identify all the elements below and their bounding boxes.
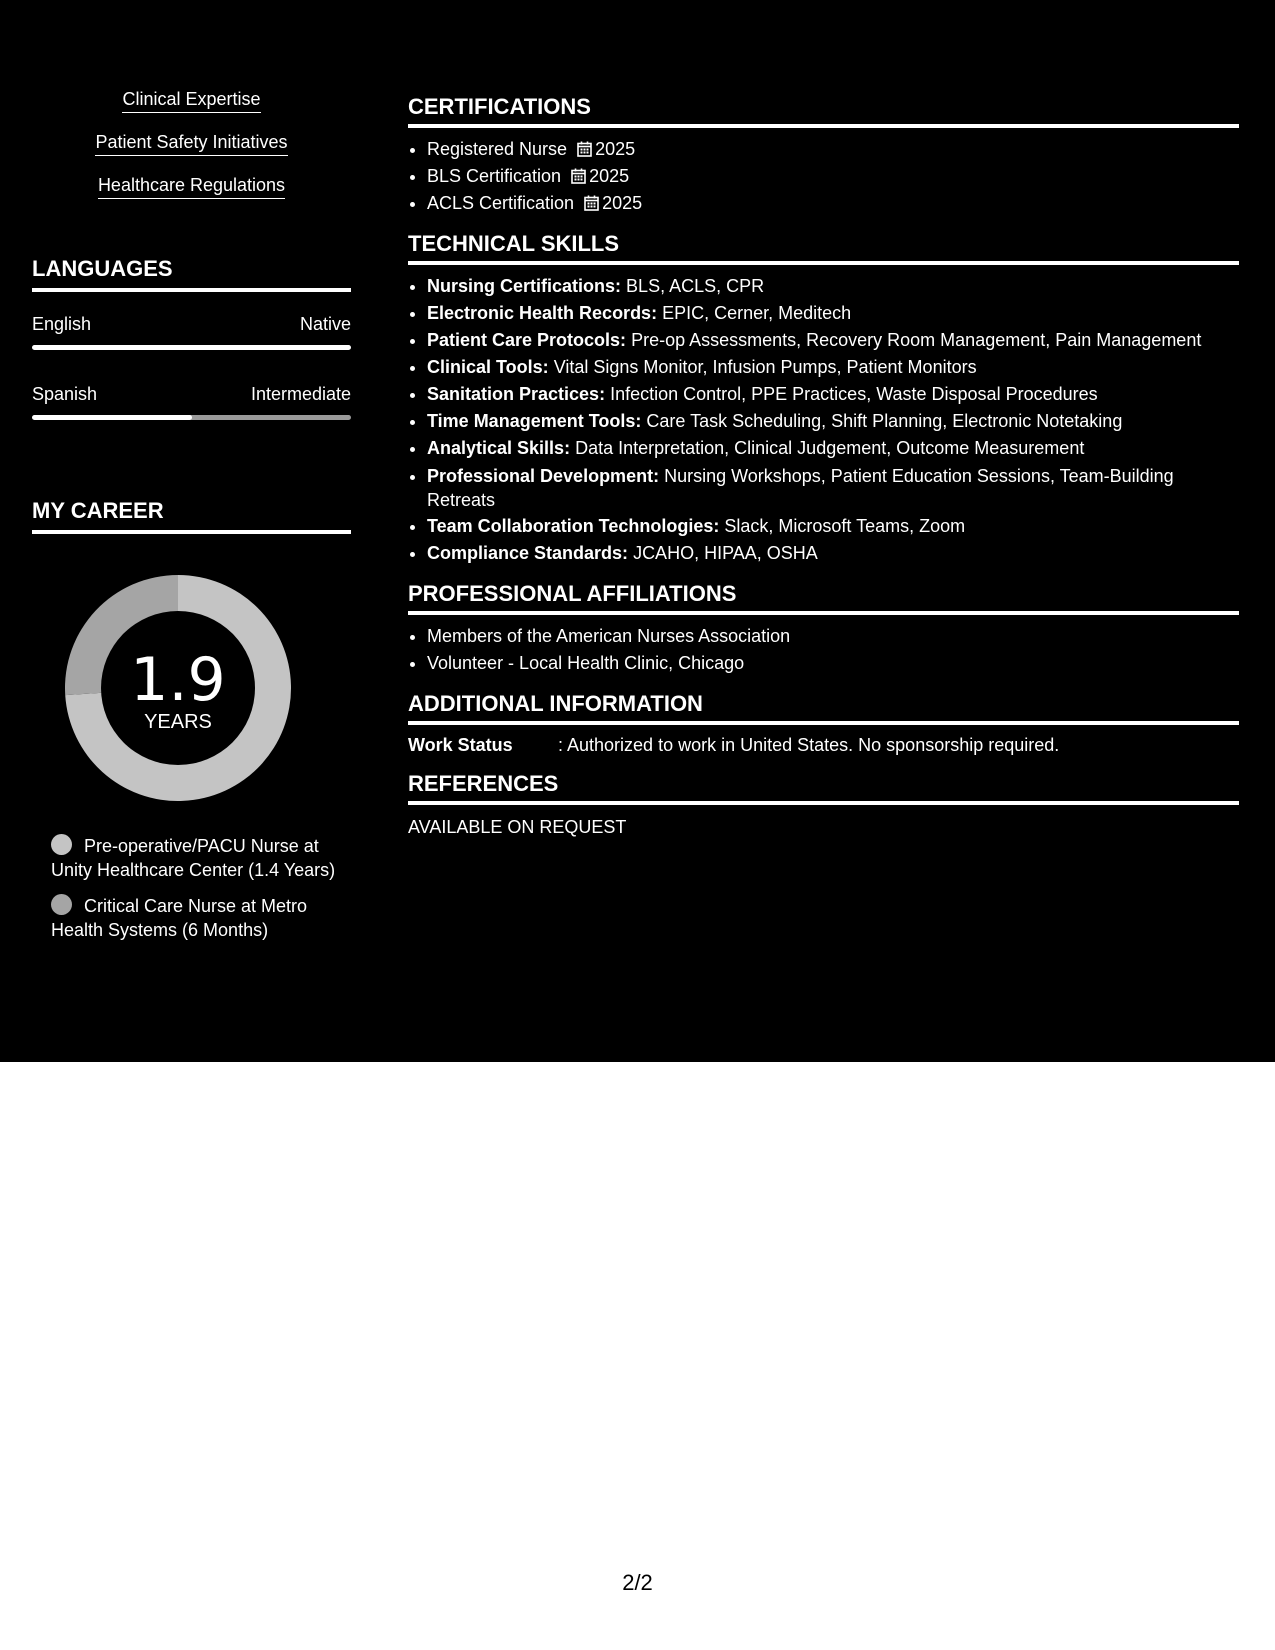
calendar-icon bbox=[577, 141, 592, 157]
skill-values: Pre-op Assessments, Recovery Room Management, Pain Management bbox=[631, 330, 1202, 350]
certification-item bbox=[427, 163, 1239, 190]
technical-skills-list bbox=[408, 273, 1239, 567]
skill-values: Vital Signs Monitor, Infusion Pumps, Patient Monitors bbox=[553, 357, 977, 377]
skill-category: Analytical Skills: bbox=[427, 438, 571, 458]
certification-year: 2025 bbox=[595, 139, 636, 159]
additional-info-section bbox=[408, 691, 1239, 757]
certification-name: BLS Certification bbox=[427, 166, 562, 186]
skill-values: JCAHO, HIPAA, OSHA bbox=[633, 543, 818, 563]
technical-skill-item bbox=[427, 327, 1239, 354]
work-status-label: Work Status bbox=[408, 735, 513, 755]
skill-tags bbox=[32, 88, 351, 217]
references-heading: REFERENCES bbox=[408, 771, 1239, 805]
technical-skill-item bbox=[427, 408, 1239, 435]
career-donut-chart bbox=[65, 575, 291, 801]
calendar-icon bbox=[584, 195, 599, 211]
skill-category: Patient Care Protocols: bbox=[427, 330, 627, 350]
skill-values: Nursing Workshops, Patient Education Sessions, Team-Building Retreats bbox=[427, 466, 1174, 510]
calendar-icon bbox=[571, 168, 586, 184]
career-item-label: Pre-operative/PACU Nurse at Unity Healthcare Center (1.4 Years) bbox=[51, 836, 336, 880]
career-total-value: 1.9 bbox=[130, 645, 226, 715]
career-item bbox=[51, 894, 341, 942]
language-level: Intermediate bbox=[250, 384, 351, 404]
skill-values: Slack, Microsoft Teams, Zoom bbox=[724, 516, 966, 536]
career-item bbox=[51, 834, 341, 882]
certification-name: ACLS Certification bbox=[427, 193, 575, 213]
skill-category: Sanitation Practices: bbox=[427, 384, 606, 404]
certification-item bbox=[427, 136, 1239, 163]
skill-tag[interactable]: Clinical Expertise bbox=[122, 88, 260, 113]
skill-values: Data Interpretation, Clinical Judgement, Outcome Measurement bbox=[575, 438, 1085, 458]
affiliations-list bbox=[408, 623, 1239, 677]
technical-skill-item bbox=[427, 462, 1239, 513]
languages-heading: LANGUAGES bbox=[32, 256, 351, 292]
language-level: Native bbox=[299, 314, 351, 334]
skill-values: EPIC, Cerner, Meditech bbox=[662, 303, 852, 323]
language-name: English bbox=[32, 314, 92, 334]
skill-tag[interactable]: Patient Safety Initiatives bbox=[95, 131, 287, 156]
affiliations-section bbox=[408, 581, 1239, 677]
skill-category: Time Management Tools: bbox=[427, 411, 642, 431]
skill-category: Nursing Certifications: bbox=[427, 276, 622, 296]
affiliations-heading: PROFESSIONAL AFFILIATIONS bbox=[408, 581, 1239, 615]
right-column bbox=[408, 94, 1239, 853]
language-proficiency-bar bbox=[32, 415, 351, 420]
technical-skill-item bbox=[427, 540, 1239, 567]
language-proficiency-bar bbox=[32, 345, 351, 350]
certifications-list bbox=[408, 136, 1239, 217]
certification-item bbox=[427, 190, 1239, 217]
language-proficiency-fill bbox=[32, 415, 192, 420]
affiliation-item: • Volunteer - Local Health Clinic, Chicago bbox=[427, 650, 1239, 677]
language-name: Spanish bbox=[32, 384, 98, 404]
additional-info-heading: ADDITIONAL INFORMATION bbox=[408, 691, 1239, 725]
language-proficiency-fill bbox=[32, 345, 351, 350]
certifications-section bbox=[408, 94, 1239, 217]
technical-skill-item bbox=[427, 513, 1239, 540]
language-english bbox=[32, 313, 351, 350]
references-text: AVAILABLE ON REQUEST bbox=[408, 817, 627, 837]
career-item-label: Critical Care Nurse at Metro Health Systems (6 Months) bbox=[51, 896, 308, 940]
technical-skill-item bbox=[427, 273, 1239, 300]
career-total-unit: YEARS bbox=[144, 711, 212, 733]
skill-values: Care Task Scheduling, Shift Planning, Electronic Notetaking bbox=[646, 411, 1123, 431]
technical-skills-section bbox=[408, 231, 1239, 567]
certification-year: 2025 bbox=[589, 166, 630, 186]
skill-category: Professional Development: bbox=[427, 466, 660, 486]
skill-category: Team Collaboration Technologies: bbox=[427, 516, 720, 536]
legend-dot-icon bbox=[51, 894, 72, 915]
references-section bbox=[408, 771, 1239, 839]
technical-skills-heading: TECHNICAL SKILLS bbox=[408, 231, 1239, 265]
skill-category: Electronic Health Records: bbox=[427, 303, 658, 323]
skill-values: Infection Control, PPE Practices, Waste Disposal Procedures bbox=[610, 384, 1098, 404]
technical-skill-item bbox=[427, 435, 1239, 462]
technical-skill-item bbox=[427, 354, 1239, 381]
affiliation-item: • Members of the American Nurses Association bbox=[427, 623, 1239, 650]
certifications-heading: CERTIFICATIONS bbox=[408, 94, 1239, 128]
certification-year: 2025 bbox=[602, 193, 643, 213]
skill-values: BLS, ACLS, CPR bbox=[626, 276, 765, 296]
career-heading: MY CAREER bbox=[32, 498, 351, 534]
legend-dot-icon bbox=[51, 834, 72, 855]
technical-skill-item bbox=[427, 300, 1239, 327]
language-spanish bbox=[32, 383, 351, 420]
skill-tag[interactable]: Healthcare Regulations bbox=[98, 174, 285, 199]
skill-category: Compliance Standards: bbox=[427, 543, 629, 563]
work-status-value: : Authorized to work in United States. No sponsorship required. bbox=[558, 735, 1060, 755]
certification-name: Registered Nurse bbox=[427, 139, 568, 159]
skill-category: Clinical Tools: bbox=[427, 357, 549, 377]
career-legend bbox=[51, 834, 341, 954]
technical-skill-item bbox=[427, 381, 1239, 408]
page-number: 2/2 bbox=[622, 1570, 653, 1595]
work-status-row bbox=[408, 733, 1239, 757]
